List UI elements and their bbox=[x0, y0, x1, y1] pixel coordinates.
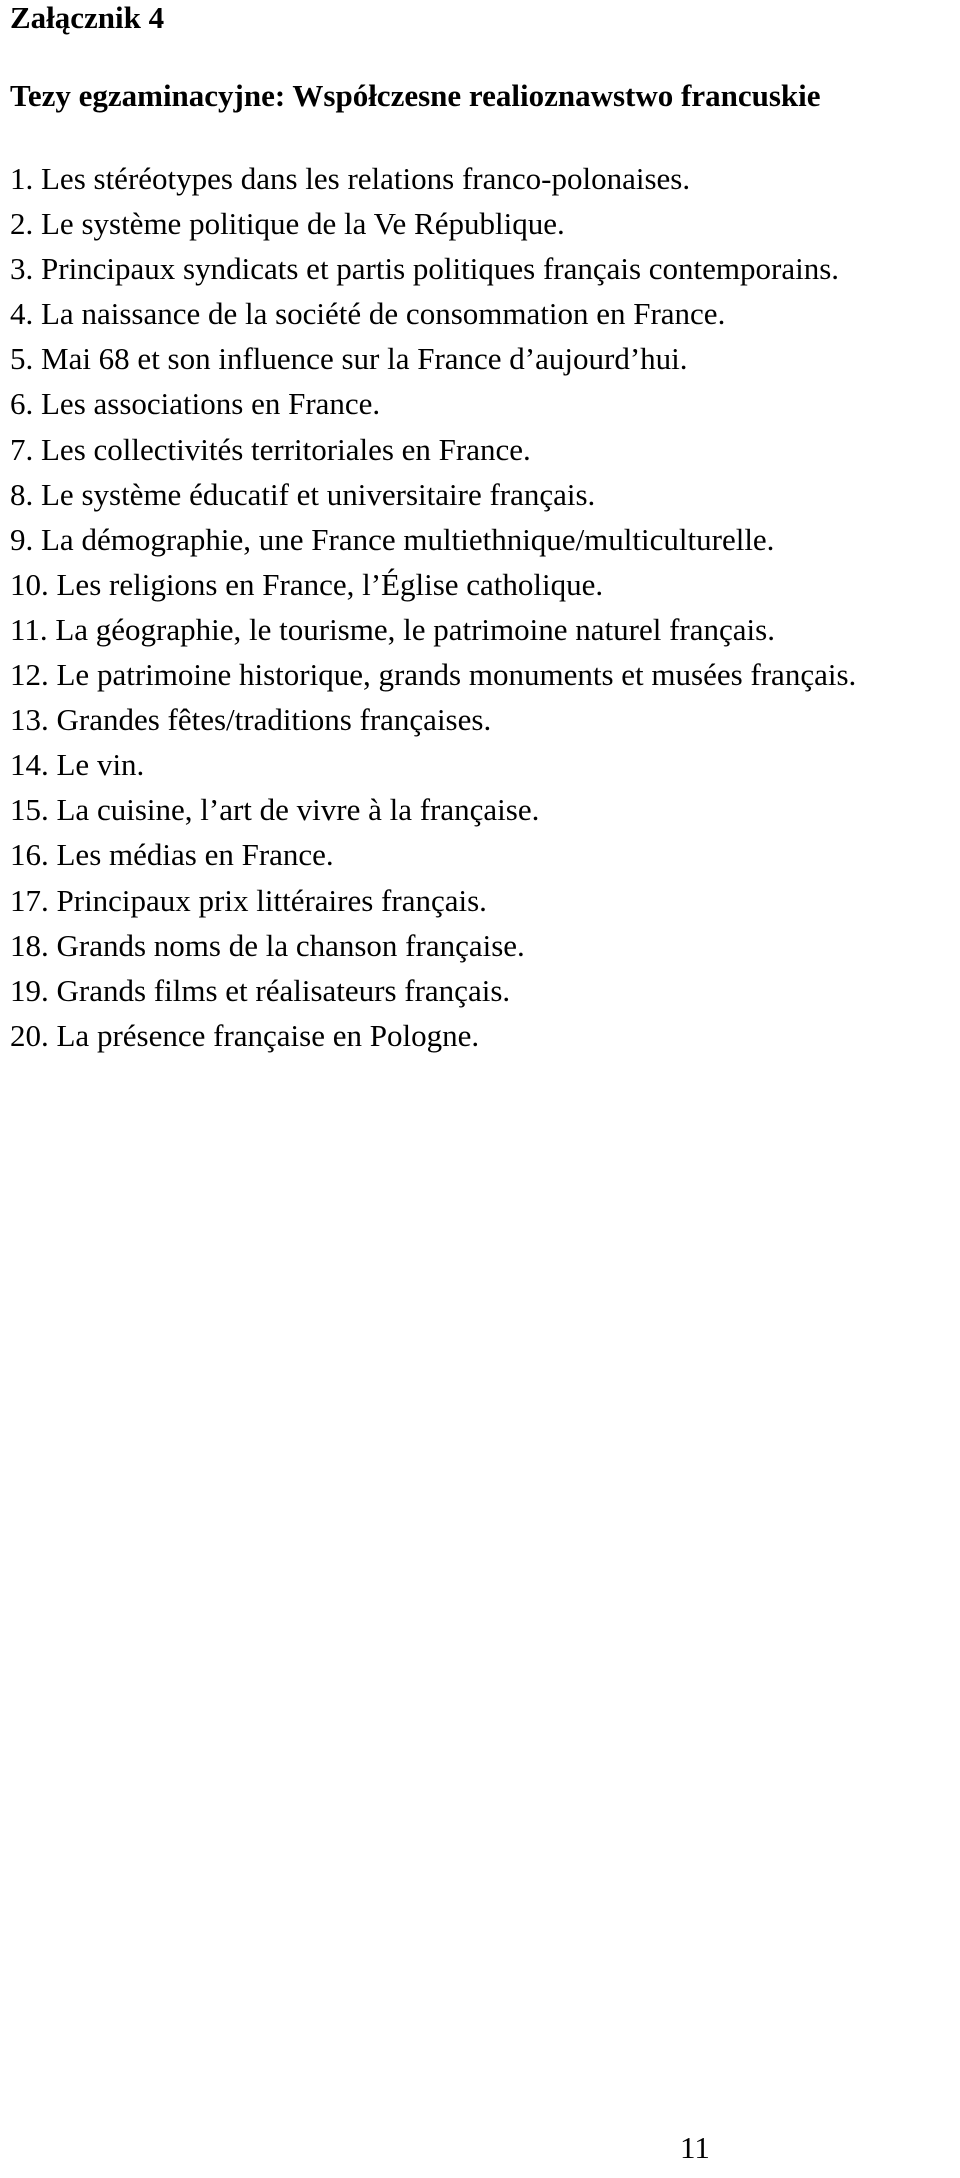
list-item: 6. Les associations en France. bbox=[10, 386, 381, 422]
page-heading: Załącznik 4 bbox=[10, 0, 165, 35]
list-item: 10. Les religions en France, l’Église catholique. bbox=[10, 566, 604, 602]
list-item: 14. Le vin. bbox=[10, 747, 145, 783]
list-item: 19. Grands films et réalisateurs français. bbox=[10, 972, 511, 1008]
list-item: 17. Principaux prix littéraires français. bbox=[10, 882, 487, 918]
list-item: 2. Le système politique de la Ve République. bbox=[10, 206, 565, 242]
list-item: 8. Le système éducatif et universitaire français. bbox=[10, 476, 596, 512]
list-item: 13. Grandes fêtes/traditions françaises. bbox=[10, 702, 492, 738]
list-item: 18. Grands noms de la chanson française. bbox=[10, 927, 525, 963]
list-item: 1. Les stéréotypes dans les relations franco-polonaises. bbox=[10, 161, 691, 196]
list-item: 7. Les collectivités territoriales en France. bbox=[10, 431, 531, 467]
document-subtitle: Tezy egzaminacyjne: Współczesne realioznawstwo francuskie bbox=[10, 78, 821, 113]
list-item: 20. La présence française en Pologne. bbox=[10, 1017, 480, 1053]
list-item: 5. Mai 68 et son influence sur la France d’aujourd’hui. bbox=[10, 341, 688, 377]
page-number: 11 bbox=[680, 2130, 710, 2165]
list-item: 12. Le patrimoine historique, grands monuments et musées français. bbox=[10, 657, 857, 693]
list-item: 4. La naissance de la société de consommation en France. bbox=[10, 296, 726, 332]
list-item: 9. La démographie, une France multiethnique/multiculturelle. bbox=[10, 521, 775, 557]
list-item: 3. Principaux syndicats et partis politiques français contemporains. bbox=[10, 251, 840, 287]
topic-list bbox=[10, 156, 856, 1058]
list-item: 11. La géographie, le tourisme, le patrimoine naturel français. bbox=[10, 611, 775, 647]
list-item: 16. Les médias en France. bbox=[10, 837, 334, 873]
list-item: 15. La cuisine, l’art de vivre à la française. bbox=[10, 792, 540, 828]
